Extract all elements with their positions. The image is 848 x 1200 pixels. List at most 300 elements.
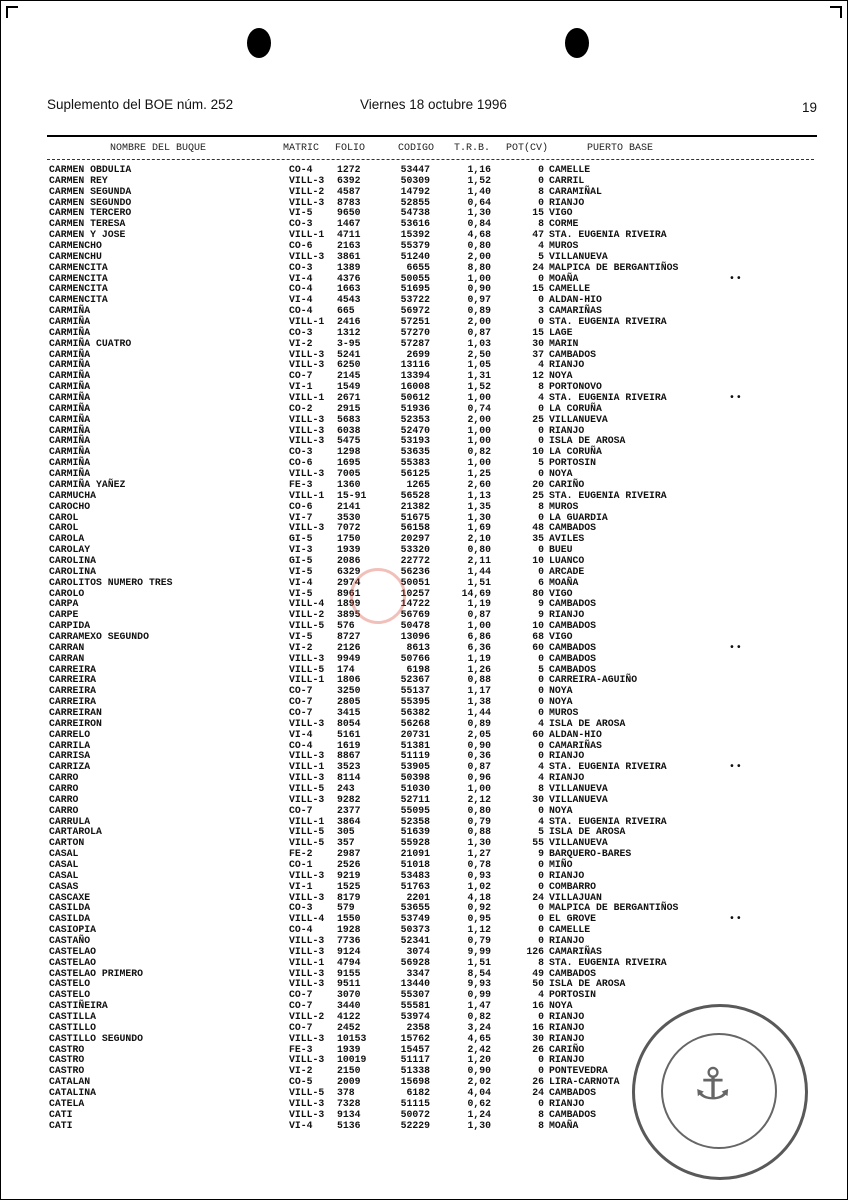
folio: 3-95: [337, 337, 361, 349]
potencia: 0: [538, 706, 544, 718]
matricula: VILL-3: [289, 522, 325, 534]
matricula: CO-6: [289, 240, 313, 252]
folio: 576: [337, 620, 355, 632]
potencia: 5: [538, 826, 544, 838]
folio: 3440: [337, 1000, 361, 1012]
folio: 3523: [337, 761, 361, 773]
codigo: 51675: [400, 511, 430, 523]
vessel-name: CARTAROLA: [49, 826, 102, 838]
folio: 9219: [337, 869, 361, 881]
trb: 1,00: [467, 435, 491, 447]
folio: 1272: [337, 164, 361, 175]
col-folio: FOLIO: [335, 143, 366, 154]
table-row: [0, 415, 848, 426]
trb: 2,60: [467, 478, 491, 490]
puerto-base: MARIN: [549, 337, 579, 349]
puerto-base: RIANJO: [549, 750, 585, 762]
matricula: VILL-1: [289, 392, 325, 404]
matricula: CO-1: [289, 859, 313, 870]
folio: 3070: [337, 989, 361, 1001]
codigo: 50478: [400, 620, 430, 632]
vessel-name: CAROCHO: [49, 500, 91, 512]
matricula: VILL-2: [289, 185, 325, 197]
puerto-base: STA. EUGENIA RIVEIRA: [549, 489, 667, 501]
folio: 3895: [337, 609, 361, 621]
trb: 0,90: [467, 283, 491, 295]
vessel-name: CARMIÑA CUATRO: [49, 337, 132, 349]
codigo: 6182: [406, 1087, 430, 1099]
potencia: 0: [538, 196, 544, 208]
table-row: [0, 263, 848, 274]
trb: 1,03: [467, 337, 491, 349]
vessel-name: CARTON: [49, 837, 85, 849]
potencia: 24: [532, 261, 544, 273]
matricula: GI-5: [289, 554, 313, 566]
puerto-base: ARCADE: [549, 565, 585, 577]
trb: 1,02: [467, 880, 491, 892]
trb: 0,62: [467, 1097, 491, 1109]
codigo: 51936: [400, 402, 430, 414]
trb: 1,44: [467, 565, 491, 577]
folio: 8179: [337, 891, 361, 903]
vessel-name: CARMENCITA: [49, 283, 108, 295]
matricula: VILL-3: [289, 196, 325, 208]
puerto-base: RIANJO: [549, 1021, 585, 1033]
punch-hole-left: [247, 28, 271, 58]
potencia: 16: [532, 1000, 544, 1012]
potencia: 4: [538, 815, 544, 827]
potencia: 0: [538, 565, 544, 577]
matricula: VILL-5: [289, 837, 325, 849]
vessel-name: CASTELAO: [49, 945, 97, 957]
matricula: VILL-3: [289, 945, 325, 957]
trb: 1,19: [467, 598, 491, 610]
codigo: 21382: [400, 500, 430, 512]
matricula: VI-5: [289, 207, 313, 219]
matricula: VILL-3: [289, 652, 325, 664]
trb: 1,05: [467, 359, 491, 371]
potencia: 37: [532, 348, 544, 360]
potencia: 4: [538, 240, 544, 252]
anchor-icon: ⚓: [693, 1059, 733, 1110]
trb: 0,82: [467, 1011, 491, 1023]
matricula: VI-5: [289, 587, 313, 599]
potencia: 8: [538, 500, 544, 512]
matricula: VI-4: [289, 728, 313, 740]
matricula: CO-5: [289, 1076, 313, 1088]
potencia: 4: [538, 761, 544, 773]
folio: 2987: [337, 848, 361, 860]
potencia: 25: [532, 489, 544, 501]
folio: 1467: [337, 218, 361, 230]
trb: 1,17: [467, 685, 491, 697]
puerto-base: ALDAN-HIO: [549, 728, 602, 740]
trb: 1,30: [467, 837, 491, 849]
folio: 357: [337, 837, 355, 849]
codigo: 13096: [400, 630, 430, 642]
puerto-base: CAMELLE: [549, 164, 591, 175]
folio: 1549: [337, 381, 361, 393]
puerto-base: CARREIRA-AGUIÑO: [549, 674, 638, 686]
trb: 14,69: [461, 587, 491, 599]
puerto-base: LAGE: [549, 326, 573, 338]
trb: 1,26: [467, 663, 491, 675]
table-row: [0, 730, 848, 741]
potencia: 0: [538, 164, 544, 175]
potencia: 5: [538, 457, 544, 469]
matricula: VILL-3: [289, 1032, 325, 1044]
codigo: 15762: [400, 1032, 430, 1044]
vessel-name: CAROLO: [49, 587, 85, 599]
trb: 0,87: [467, 609, 491, 621]
vessel-name: CATI: [49, 1119, 73, 1131]
trb: 0,84: [467, 218, 491, 230]
potencia: 24: [532, 1087, 544, 1099]
potencia: 25: [532, 413, 544, 425]
page-number: 19: [801, 100, 817, 115]
potencia: 47: [532, 229, 544, 241]
page-header: [47, 97, 817, 119]
vessel-name: CARRAN: [49, 652, 85, 664]
matricula: VILL-5: [289, 826, 325, 838]
puerto-base: LA CORUÑA: [549, 446, 602, 458]
potencia: 0: [538, 696, 544, 708]
cofradia-seal-stamp: [632, 1004, 808, 1180]
vessel-name: CARMENCHU: [49, 250, 102, 262]
puerto-base: ISLA DE AROSA: [549, 978, 626, 990]
folio: 2671: [337, 392, 361, 404]
puerto-base: CAMBADOS: [549, 1108, 597, 1120]
trb: 1,44: [467, 706, 491, 718]
folio: 3530: [337, 511, 361, 523]
mark: ••: [729, 913, 743, 925]
puerto-base: CAMARIÑAS: [549, 945, 602, 957]
vessel-name: CAROLITOS NUMERO TRES: [49, 576, 173, 588]
potencia: 0: [538, 739, 544, 751]
codigo: 13116: [400, 359, 430, 371]
trb: 0,80: [467, 240, 491, 252]
vessel-name: CASILDA: [49, 902, 91, 914]
matricula: CO-3: [289, 902, 313, 914]
potencia: 55: [532, 837, 544, 849]
vessel-name: CARMENCITA: [49, 261, 108, 273]
trb: 1,24: [467, 1108, 491, 1120]
vessel-name: CARMIÑA: [49, 348, 91, 360]
potencia: 26: [532, 1076, 544, 1088]
trb: 0,64: [467, 196, 491, 208]
vessel-name: CARRO: [49, 793, 79, 805]
potencia: 15: [532, 283, 544, 295]
puerto-base: LA GUARDIA: [549, 511, 608, 523]
puerto-base: CAMBADOS: [549, 522, 597, 534]
puerto-base: ISLA DE AROSA: [549, 435, 626, 447]
matricula: VILL-3: [289, 1097, 325, 1109]
codigo: 53635: [400, 446, 430, 458]
vessel-name: CAROLINA: [49, 565, 97, 577]
potencia: 0: [538, 804, 544, 816]
vessel-name: CASTILLO: [49, 1021, 97, 1033]
table-header: [0, 143, 848, 157]
folio: 2416: [337, 316, 361, 328]
codigo: 56125: [400, 468, 430, 480]
puerto-base: MUROS: [549, 500, 579, 512]
puerto-base: MUROS: [549, 240, 579, 252]
potencia: 0: [538, 880, 544, 892]
potencia: 0: [538, 468, 544, 480]
matricula: VILL-3: [289, 793, 325, 805]
trb: 4,18: [467, 891, 491, 903]
trb: 1,51: [467, 576, 491, 588]
trb: 0,80: [467, 804, 491, 816]
folio: 8727: [337, 630, 361, 642]
folio: 2526: [337, 859, 361, 870]
table-row: [0, 339, 848, 350]
vessel-name: CARMIÑA YAÑEZ: [49, 478, 126, 490]
potencia: 9: [538, 598, 544, 610]
vessel-name: CARMENCHO: [49, 240, 102, 252]
codigo: 53616: [400, 218, 430, 230]
potencia: 0: [538, 750, 544, 762]
codigo: 3074: [406, 945, 430, 957]
vessel-name: CASTELO: [49, 978, 91, 990]
trb: 2,11: [467, 554, 491, 566]
matricula: VILL-3: [289, 348, 325, 360]
potencia: 0: [538, 424, 544, 436]
matricula: VILL-1: [289, 316, 325, 328]
puerto-base: CAMARIÑAS: [549, 739, 602, 751]
folio: 2150: [337, 1065, 361, 1077]
matricula: CO-4: [289, 924, 313, 936]
vessel-name: CARREIRA: [49, 685, 97, 697]
codigo: 53447: [400, 164, 430, 175]
puerto-base: ISLA DE AROSA: [549, 826, 626, 838]
codigo: 50398: [400, 772, 430, 784]
matricula: VI-1: [289, 880, 313, 892]
matricula: VILL-1: [289, 674, 325, 686]
trb: 1,13: [467, 489, 491, 501]
codigo: 16008: [400, 381, 430, 393]
folio: 3864: [337, 815, 361, 827]
puerto-base: NOYA: [549, 468, 573, 480]
vessel-name: CARRIZA: [49, 761, 91, 773]
trb: 1,69: [467, 522, 491, 534]
codigo: 55095: [400, 804, 430, 816]
trb: 8,54: [467, 967, 491, 979]
potencia: 35: [532, 533, 544, 545]
matricula: VI-4: [289, 294, 313, 306]
codigo: 15457: [400, 1043, 430, 1055]
folio: 665: [337, 305, 355, 317]
mark: ••: [729, 641, 743, 653]
vessel-name: CARMIÑA: [49, 316, 91, 328]
folio: 1360: [337, 478, 361, 490]
matricula: VILL-3: [289, 869, 325, 881]
puerto-base: MOAÑA: [549, 272, 579, 284]
matricula: CO-3: [289, 261, 313, 273]
codigo: 53905: [400, 761, 430, 773]
potencia: 30: [532, 337, 544, 349]
vessel-name: CARPA: [49, 598, 79, 610]
matricula: CO-6: [289, 457, 313, 469]
codigo: 53320: [400, 544, 430, 556]
trb: 0,36: [467, 750, 491, 762]
vessel-name: CASIOPIA: [49, 924, 97, 936]
trb: 0,87: [467, 761, 491, 773]
codigo: 55928: [400, 837, 430, 849]
puerto-base: AVILES: [549, 533, 585, 545]
trb: 2,00: [467, 316, 491, 328]
trb: 6,86: [467, 630, 491, 642]
puerto-base: ISLA DE AROSA: [549, 717, 626, 729]
codigo: 56928: [400, 956, 430, 968]
puerto-base: VILLAJUAN: [549, 891, 602, 903]
matricula: VILL-5: [289, 663, 325, 675]
col-puerto: PUERTO BASE: [587, 143, 654, 154]
puerto-base: VILLANUEVA: [549, 250, 608, 262]
col-trb: T.R.B.: [454, 143, 491, 154]
matricula: VILL-3: [289, 1054, 325, 1066]
folio: 2086: [337, 554, 361, 566]
trb: 1,00: [467, 620, 491, 632]
vessel-name: CARMIÑA: [49, 326, 91, 338]
folio: 4543: [337, 294, 361, 306]
potencia: 0: [538, 435, 544, 447]
trb: 0,90: [467, 1065, 491, 1077]
matricula: VILL-3: [289, 891, 325, 903]
vessel-name: CARMIÑA: [49, 424, 91, 436]
potencia: 15: [532, 326, 544, 338]
codigo: 50055: [400, 272, 430, 284]
folio: 9124: [337, 945, 361, 957]
puerto-base: EL GROVE: [549, 913, 597, 925]
codigo: 15698: [400, 1076, 430, 1088]
trb: 2,50: [467, 348, 491, 360]
codigo: 13394: [400, 370, 430, 382]
folio: 305: [337, 826, 355, 838]
codigo: 50051: [400, 576, 430, 588]
puerto-base: NOYA: [549, 1000, 573, 1012]
matricula: FE-3: [289, 1043, 313, 1055]
matricula: VILL-5: [289, 782, 325, 794]
table-row: [0, 806, 848, 817]
matricula: VILL-1: [289, 489, 325, 501]
potencia: 0: [538, 913, 544, 925]
folio: 15-91: [337, 489, 367, 501]
puerto-base: CARRIL: [549, 174, 585, 186]
puerto-base: LIRA-CARNOTA: [549, 1076, 620, 1088]
folio: 9650: [337, 207, 361, 219]
potencia: 16: [532, 1021, 544, 1033]
puerto-base: CAMELLE: [549, 924, 591, 936]
vessel-name: CARRO: [49, 782, 79, 794]
folio: 1806: [337, 674, 361, 686]
puerto-base: NOYA: [549, 685, 573, 697]
codigo: 53749: [400, 913, 430, 925]
matricula: VILL-3: [289, 359, 325, 371]
vessel-name: CASILDA: [49, 913, 91, 925]
codigo: 52711: [400, 793, 430, 805]
folio: 1298: [337, 446, 361, 458]
folio: 10153: [337, 1032, 367, 1044]
matricula: VILL-4: [289, 913, 325, 925]
folio: 8867: [337, 750, 361, 762]
folio: 1750: [337, 533, 361, 545]
vessel-name: CAROL: [49, 511, 79, 523]
folio: 1550: [337, 913, 361, 925]
puerto-base: VILLANUEVA: [549, 782, 608, 794]
table-row: [0, 187, 848, 198]
vessel-name: CARMEN TERCERO: [49, 207, 132, 219]
puerto-base: PORTOSIN: [549, 457, 597, 469]
codigo: 52341: [400, 935, 430, 947]
potencia: 0: [538, 402, 544, 414]
vessel-name: CARMIÑA: [49, 381, 91, 393]
trb: 0,79: [467, 815, 491, 827]
folio: 4122: [337, 1011, 361, 1023]
puerto-base: RIANJO: [549, 1011, 585, 1023]
vessel-name: CASTRO: [49, 1043, 85, 1055]
codigo: 51018: [400, 859, 430, 870]
matricula: VILL-2: [289, 1011, 325, 1023]
vessel-name: CATALINA: [49, 1087, 97, 1099]
folio: 1312: [337, 326, 361, 338]
puerto-base: CARAMIÑAL: [549, 185, 602, 197]
matricula: CO-7: [289, 1000, 313, 1012]
potencia: 20: [532, 478, 544, 490]
vessel-name: CARMIÑA: [49, 468, 91, 480]
codigo: 55383: [400, 457, 430, 469]
codigo: 54738: [400, 207, 430, 219]
codigo: 6198: [406, 663, 430, 675]
puerto-base: VIGO: [549, 207, 573, 219]
potencia: 12: [532, 370, 544, 382]
vessel-name: CARRO: [49, 804, 79, 816]
vessel-name: CAROLA: [49, 533, 85, 545]
puerto-base: NOYA: [549, 804, 573, 816]
puerto-base: VIGO: [549, 587, 573, 599]
potencia: 60: [532, 728, 544, 740]
vessel-name: CASTILLO SEGUNDO: [49, 1032, 144, 1044]
potencia: 0: [538, 685, 544, 697]
trb: 6,36: [467, 641, 491, 653]
publication-date: Viernes 18 octubre 1996: [360, 97, 507, 112]
codigo: 51030: [400, 782, 430, 794]
potencia: 0: [538, 674, 544, 686]
potencia: 126: [526, 945, 544, 957]
puerto-base: LUANCO: [549, 554, 585, 566]
puerto-base: LA CORUÑA: [549, 402, 602, 414]
folio: 9134: [337, 1108, 361, 1120]
puerto-base: CAMBADOS: [549, 663, 597, 675]
potencia: 10: [532, 446, 544, 458]
trb: 0,78: [467, 859, 491, 870]
matricula: CO-7: [289, 685, 313, 697]
vessel-name: CASCAXE: [49, 891, 91, 903]
matricula: VILL-3: [289, 935, 325, 947]
trb: 0,93: [467, 869, 491, 881]
codigo: 53193: [400, 435, 430, 447]
puerto-base: MALPICA DE BERGANTIÑOS: [549, 261, 679, 273]
trb: 2,12: [467, 793, 491, 805]
potencia: 4: [538, 772, 544, 784]
folio: 7736: [337, 935, 361, 947]
matricula: CO-7: [289, 804, 313, 816]
punch-hole-right: [565, 28, 589, 58]
vessel-name: CARRISA: [49, 750, 91, 762]
trb: 0,89: [467, 717, 491, 729]
folio: 2009: [337, 1076, 361, 1088]
crop-mark-top-left: [6, 6, 18, 18]
